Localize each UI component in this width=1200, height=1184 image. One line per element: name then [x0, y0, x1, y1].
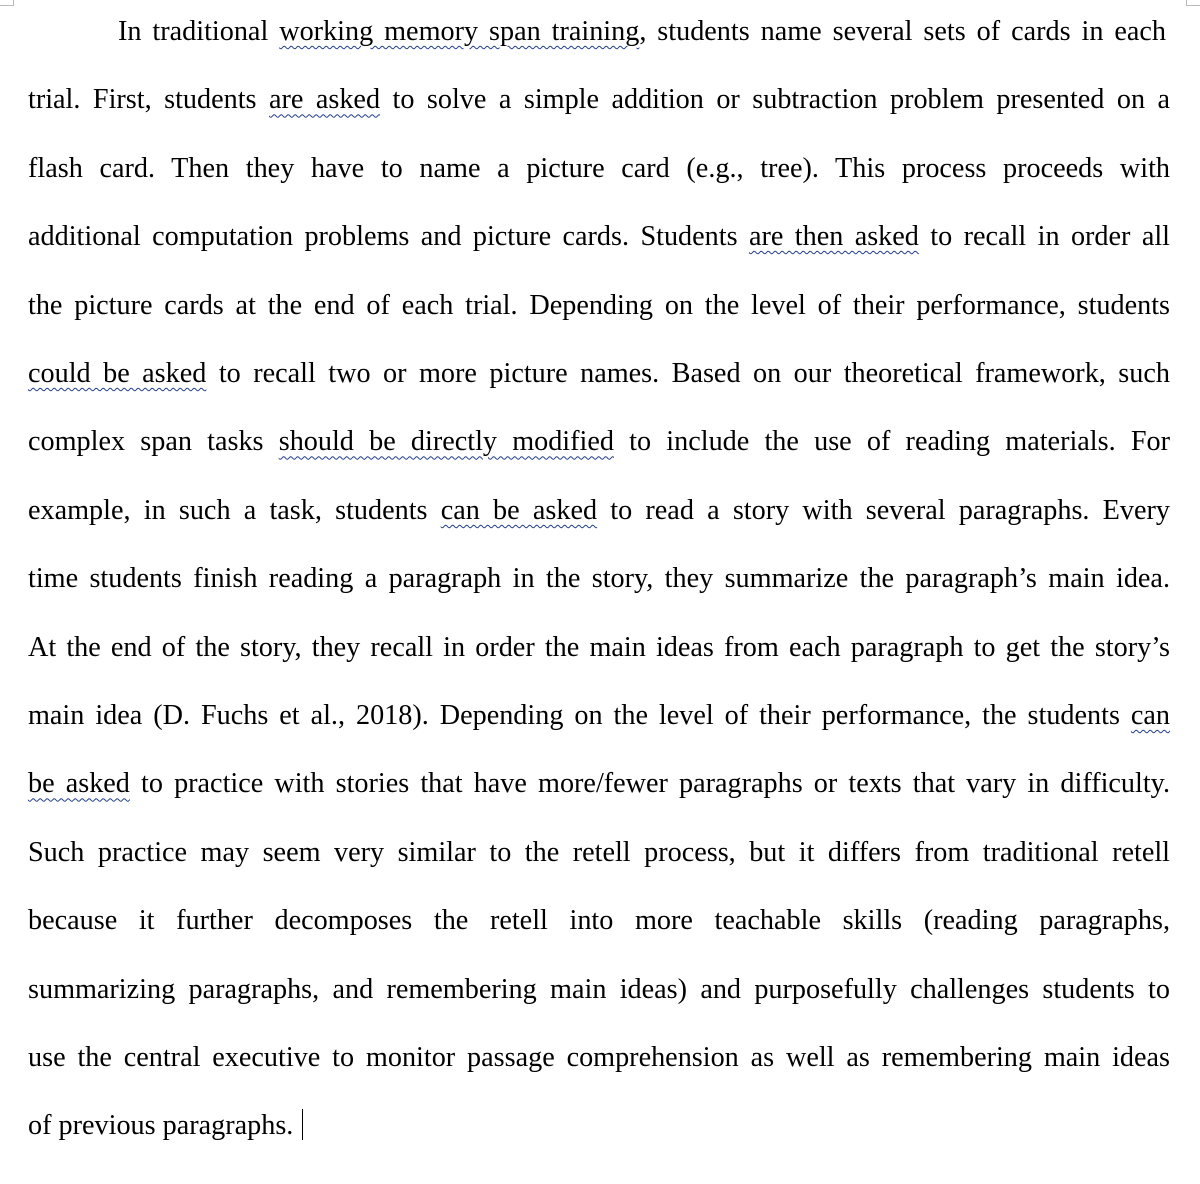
text-run: to practice with stories that have more/fewer paragraphs or texts that vary in difficulty.	[129, 768, 1170, 800]
grammar-flagged-phrase: should be directly modified	[278, 426, 614, 458]
paragraph-line	[28, 901, 1170, 941]
page-corner-mark-left	[0, 0, 14, 6]
text-run: to recall two or more picture names. Based on our theoretical framework, such	[206, 358, 1170, 389]
text-run: main idea (D. Fuchs et al., 2018). Depending on the level of their performance, the students	[28, 700, 1131, 731]
paragraph-line	[118, 12, 1166, 52]
paragraph-line	[28, 286, 1170, 326]
grammar-flagged-phrase: could be asked	[28, 358, 207, 389]
text-run: because it further decomposes the retell into more teachable skills (reading paragraphs,	[28, 905, 1170, 937]
text-run: example, in such a task, students	[28, 494, 441, 526]
text-run: additional computation problems and picture cards. Students	[28, 221, 749, 253]
paragraph-line	[28, 491, 1170, 531]
grammar-flagged-phrase: are then asked	[748, 221, 919, 253]
grammar-flagged-phrase: be asked	[28, 768, 130, 800]
text-run: to read a story with several paragraphs. Every	[597, 494, 1170, 526]
paragraph-line	[28, 149, 1170, 189]
text-cursor	[302, 1109, 303, 1140]
text-run: the picture cards at the end of each trial. Depending on the level of their performance, students	[28, 289, 1170, 321]
grammar-flagged-phrase: can be asked	[440, 494, 598, 526]
text-run: complex span tasks	[28, 426, 279, 458]
paragraph-line	[28, 1038, 1170, 1078]
text-run: , students name several sets of cards in each	[639, 16, 1166, 47]
paragraph-line	[28, 422, 1170, 462]
text-run: of previous paragraphs.	[28, 1110, 294, 1142]
page-corner-mark-right	[1186, 0, 1200, 6]
grammar-flagged-phrase: are asked	[268, 84, 381, 116]
text-run: summarizing paragraphs, and remembering main ideas) and purposefully challenges students to	[28, 973, 1170, 1005]
text-run: At the end of the story, they recall in order the main ideas from each paragraph to get the story’s	[28, 631, 1170, 663]
text-run: to solve a simple addition or subtraction problem presented on a	[380, 84, 1171, 116]
grammar-flagged-phrase: working memory span training	[279, 16, 640, 47]
text-run: to include the use of reading materials. For	[613, 426, 1170, 458]
paragraph-line	[28, 696, 1170, 736]
text-run: Such practice may seem very similar to the retell process, but it differs from traditional retell	[28, 836, 1170, 868]
paragraph-line	[28, 764, 1170, 804]
paragraph-line	[28, 833, 1170, 873]
text-run: flash card. Then they have to name a picture card (e.g., tree). This process proceeds with	[28, 152, 1170, 184]
paragraph-line	[28, 80, 1170, 120]
text-run: time students finish reading a paragraph in the story, they summarize the paragraph’s main idea.	[28, 563, 1170, 595]
paragraph-line	[28, 628, 1170, 668]
paragraph-line	[28, 970, 1170, 1010]
grammar-flagged-phrase: can	[1130, 700, 1170, 731]
paragraph-line	[28, 354, 1170, 394]
text-run: use the central executive to monitor passage comprehension as well as remembering main ideas	[28, 1042, 1170, 1073]
text-run: In traditional	[118, 16, 280, 47]
paragraph-line	[28, 1106, 1170, 1146]
text-run: to recall in order all	[918, 221, 1170, 253]
paragraph-line	[28, 217, 1170, 257]
text-run: trial. First, students	[28, 84, 269, 116]
paragraph-line	[28, 559, 1170, 599]
